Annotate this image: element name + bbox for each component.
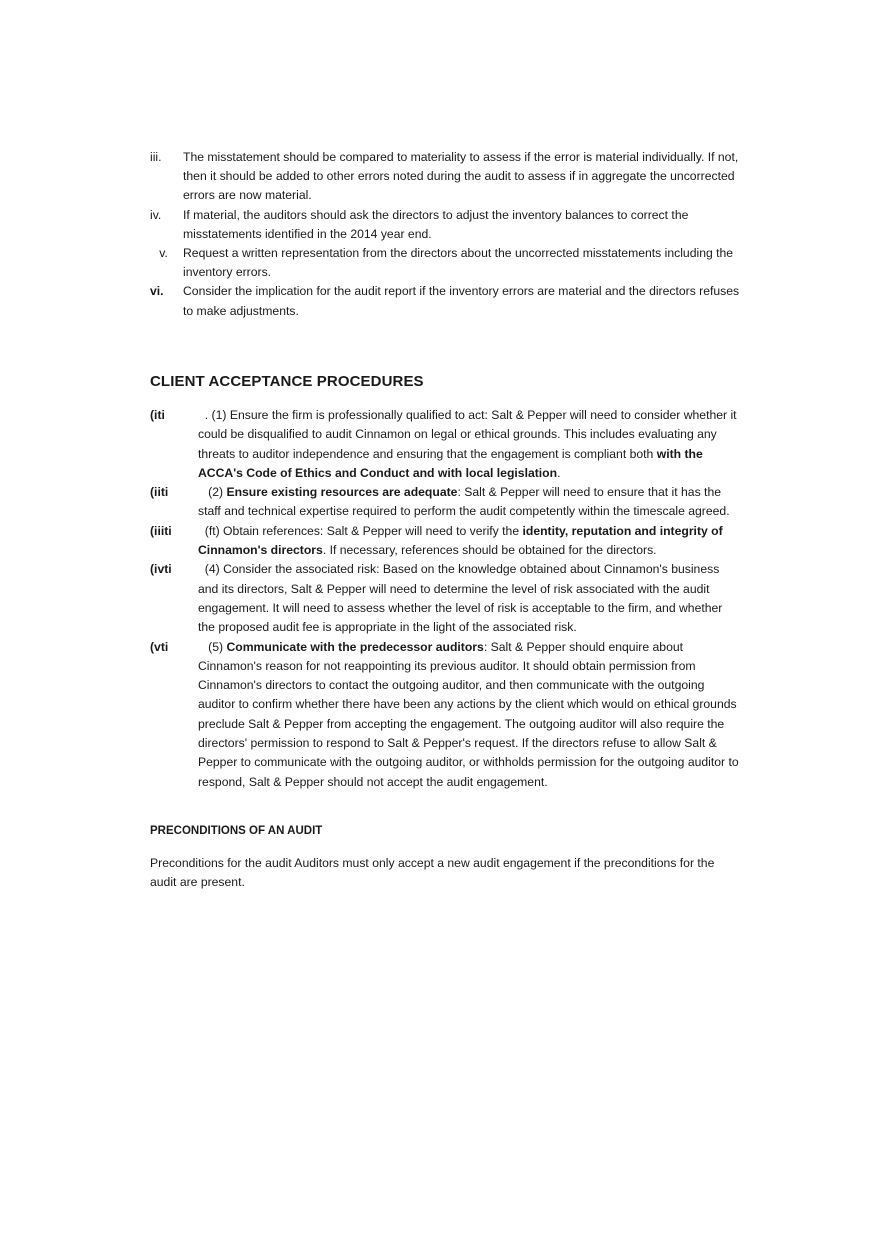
text-run: (4) Consider the associated risk: Based on the knowledge obtained about Cinnamon's business and its directors, Salt & Pepper will need to determine the level of risk associated with the audit engagement. It will need to assess whether the level of risk is acceptable to the firm, and whether the proposed audit fee is appropriate in the light of the associated risk. (198, 562, 726, 635)
list-text: Request a written representation from the directors about the uncorrected misstatements including the inventory errors. (183, 246, 734, 280)
list-item (150, 522, 740, 561)
list-number: (iiti (150, 485, 169, 500)
list-item (150, 282, 740, 320)
list-text: If material, the auditors should ask the directors to adjust the inventory balances to correct the misstatements identified in the 2014 year end. (183, 207, 689, 241)
text-run: . (557, 465, 561, 480)
list-number: vi. (150, 284, 164, 299)
list-text (198, 560, 740, 637)
list-text: The misstatement should be compared to materiality to assess if the error is material individually. If not, then it should be added to other errors noted during the audit to assess if in aggregate the uncorrected errors are now material. (183, 150, 739, 203)
text-run: : Salt & Pepper should enquire about Cinnamon's reason for not reappointing its previous auditor. It should obtain permission from Cinnamon's directors to contact the outgoing auditor, and then communicate with the outgoing auditor to confirm whether there have been any actions by the client which would on ethical grounds preclude Salt & Pepper from accepting the engagement. The outgoing auditor will also require the directors' permission to respond to Salt & Pepper's request. If the directors refuse to allow Salt & Pepper to communicate with the outgoing auditor, or withholds permission for the outgoing auditor to respond, Salt & Pepper should not accept the audit engagement. (198, 639, 739, 789)
list-number: v. (159, 246, 168, 261)
list-number: (iti (150, 408, 165, 422)
list-text (198, 638, 740, 792)
list-number: (ivti (150, 562, 172, 577)
list-text (198, 522, 740, 561)
list-text: Consider the implication for the audit report if the inventory errors are material and the directors refuses to make adjustments. (183, 284, 740, 318)
list-item (150, 406, 740, 483)
list-item (150, 483, 740, 522)
bold-run: Communicate with the predecessor auditors (226, 639, 484, 654)
list-item (150, 244, 740, 282)
list-text (198, 483, 740, 522)
list-number: iii. (150, 150, 162, 164)
list-item (150, 206, 740, 244)
acceptance-list (150, 406, 740, 792)
text-run: (2) (198, 485, 227, 500)
bold-run: with the ACCA's Code of Ethics and Conduct and with local legislation (198, 446, 703, 480)
paragraph: Preconditions for the audit Auditors must only accept a new audit engagement if the preconditions for the audit are present. (150, 856, 715, 890)
list-number: iv. (150, 207, 162, 222)
text-run: (5) (198, 639, 227, 654)
list-number: (vti (150, 639, 169, 654)
text-run: (ft) Obtain references: Salt & Pepper will need to verify the (198, 523, 523, 538)
section-heading: CLIENT ACCEPTANCE PROCEDURES (150, 373, 424, 390)
bold-run: Ensure existing resources are adequate (226, 485, 458, 500)
list-item (150, 148, 740, 206)
text-run: . (1) Ensure the firm is professionally qualified to act: Salt & Pepper will need to consider whether it could be disqualified to audit Cinnamon on legal or ethical grounds. This includes evaluating any threats to auditor independence and ensuring that the engagement is compliant both (198, 408, 740, 461)
text-run: : Salt & Pepper will need to ensure that it has the staff and technical expertise required to perform the audit competently within the timescale agreed. (198, 485, 730, 519)
roman-list (150, 148, 740, 321)
text-run: . If necessary, references should be obtained for the directors. (322, 543, 657, 558)
list-number: (iiiti (150, 523, 172, 538)
bold-run: identity, reputation and integrity of Cinnamon's directors (198, 523, 723, 558)
list-item (150, 560, 740, 637)
list-text (198, 406, 740, 483)
list-item (150, 638, 740, 792)
sub-heading: PRECONDITIONS OF AN AUDIT (150, 825, 323, 837)
